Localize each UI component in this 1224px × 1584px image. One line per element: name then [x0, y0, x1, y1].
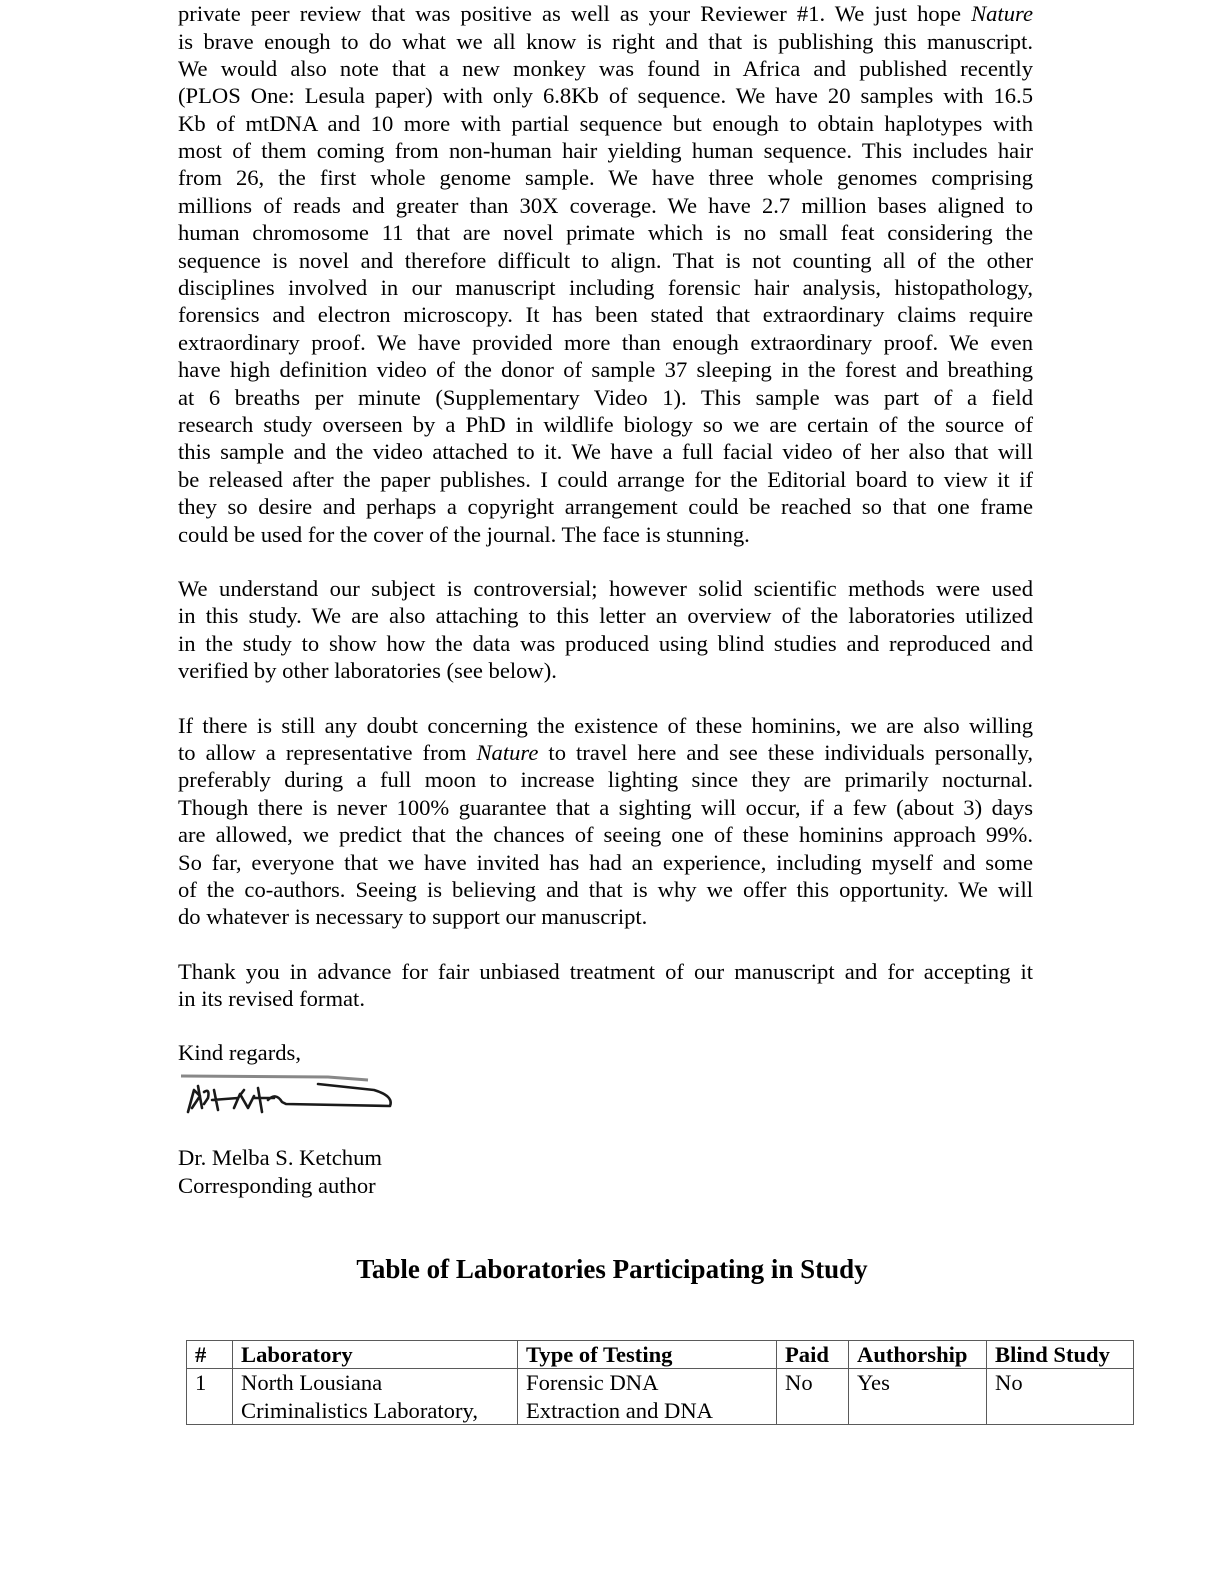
signatory-role: Corresponding author [178, 1173, 376, 1198]
header-authorship: Authorship [849, 1341, 987, 1369]
cell-paid: No [777, 1369, 849, 1425]
header-blind-study: Blind Study [987, 1341, 1134, 1369]
text-line: are allowed, we predict that the chances of seeing one of these hominins approach 99%. [178, 822, 1033, 848]
text-line: they so desire and perhaps a copyright arrangement could be reached so that one frame [178, 494, 1033, 520]
text-line: this sample and the video attached to it. We have a full facial video of her also that will [178, 439, 1033, 465]
text-line: to allow a representative from Nature to travel here and see these individuals personally, [178, 739, 1033, 765]
text-line: could be used for the cover of the journal. The face is stunning. [178, 521, 750, 547]
text-line: Thank you in advance for fair unbiased treatment of our manuscript and for accepting it [178, 958, 1033, 984]
signatory-name: Dr. Melba S. Ketchum [178, 1145, 382, 1170]
text-line: research study overseen by a PhD in wildlife biology so we are certain of the source of [178, 412, 1033, 437]
text-line: have high definition video of the donor of sample 37 sleeping in the forest and breathing [178, 357, 1033, 383]
table-header-row [187, 1341, 1134, 1369]
header-type-of-testing: Type of Testing [518, 1341, 777, 1369]
journal-name: Nature [971, 1, 1033, 26]
cell-number: 1 [187, 1369, 233, 1425]
header-laboratory: Laboratory [233, 1341, 518, 1369]
text-line: in this study. We are also attaching to this letter an overview of the laboratories utilized [178, 603, 1033, 629]
text-line: in the study to show how the data was produced using blind studies and reproduced and [178, 630, 1033, 656]
text-line: Though there is never 100% guarantee that a sighting will occur, if a few (about 3) days [178, 794, 1033, 820]
cell-authorship: Yes [849, 1369, 987, 1425]
text-line: extraordinary proof. We have provided more than enough extraordinary proof. We even [178, 329, 1033, 355]
text-line: sequence is novel and therefore difficult to align. That is not counting all of the other [178, 247, 1033, 273]
text-line: in its revised format. [178, 985, 365, 1011]
text-line: at 6 breaths per minute (Supplementary Video 1). This sample was part of a field [178, 384, 1033, 410]
text-line: verified by other laboratories (see below). [178, 658, 557, 684]
text-line: of the co-authors. Seeing is believing and that is why we offer this opportunity. We will [178, 876, 1033, 902]
text-line: disciplines involved in our manuscript including forensic hair analysis, histopathology, [178, 275, 1033, 300]
text-line: Kb of mtDNA and 10 more with partial sequence but enough to obtain haplotypes with [178, 110, 1033, 136]
table-title: Table of Laboratories Participating in Study [356, 1254, 868, 1284]
text-line: (PLOS One: Lesula paper) with only 6.8Kb of sequence. We have 20 samples with 16.5 [178, 83, 1033, 109]
text-line: most of them coming from non-human hair yielding human sequence. This includes hair [178, 138, 1033, 163]
text-line: forensics and electron microscopy. It has been stated that extraordinary claims require [178, 302, 1033, 328]
text-line: is brave enough to do what we all know is right and that is publishing this manuscript. [178, 28, 1033, 54]
header-paid: Paid [777, 1341, 849, 1369]
text-line: If there is still any doubt concerning the existence of these hominins, we are also willing [178, 712, 1033, 738]
cell-blind-study: No [987, 1369, 1134, 1425]
header-number: # [187, 1341, 233, 1369]
text-line: We understand our subject is controversial; however solid scientific methods were used [178, 576, 1033, 601]
signature-image [178, 1068, 398, 1126]
text-line: private peer review that was positive as well as your Reviewer #1. We just hope Nature [178, 1, 1033, 26]
cell-type-of-testing: Forensic DNA Extraction and DNA [518, 1369, 777, 1425]
text-line: human chromosome 11 that are novel primate which is no small feat considering the [178, 220, 1033, 246]
text-line: do whatever is necessary to support our manuscript. [178, 904, 648, 930]
text-line: So far, everyone that we have invited has had an experience, including myself and some [178, 849, 1033, 875]
table-row [187, 1369, 1134, 1425]
text-line: from 26, the first whole genome sample. We have three whole genomes comprising [178, 165, 1033, 191]
journal-name: Nature [476, 739, 539, 765]
cell-laboratory: North Lousiana Criminalistics Laboratory, [233, 1369, 518, 1425]
closing: Kind regards, [178, 1040, 301, 1065]
text-line: We would also note that a new monkey was found in Africa and published recently [178, 55, 1033, 81]
text-line: millions of reads and greater than 30X coverage. We have 2.7 million bases aligned to [178, 192, 1033, 218]
laboratories-table [186, 1340, 1134, 1425]
text-line: be released after the paper publishes. I could arrange for the Editorial board to view it if [178, 466, 1033, 492]
text-line: preferably during a full moon to increase lighting since they are primarily nocturnal. [178, 767, 1033, 793]
